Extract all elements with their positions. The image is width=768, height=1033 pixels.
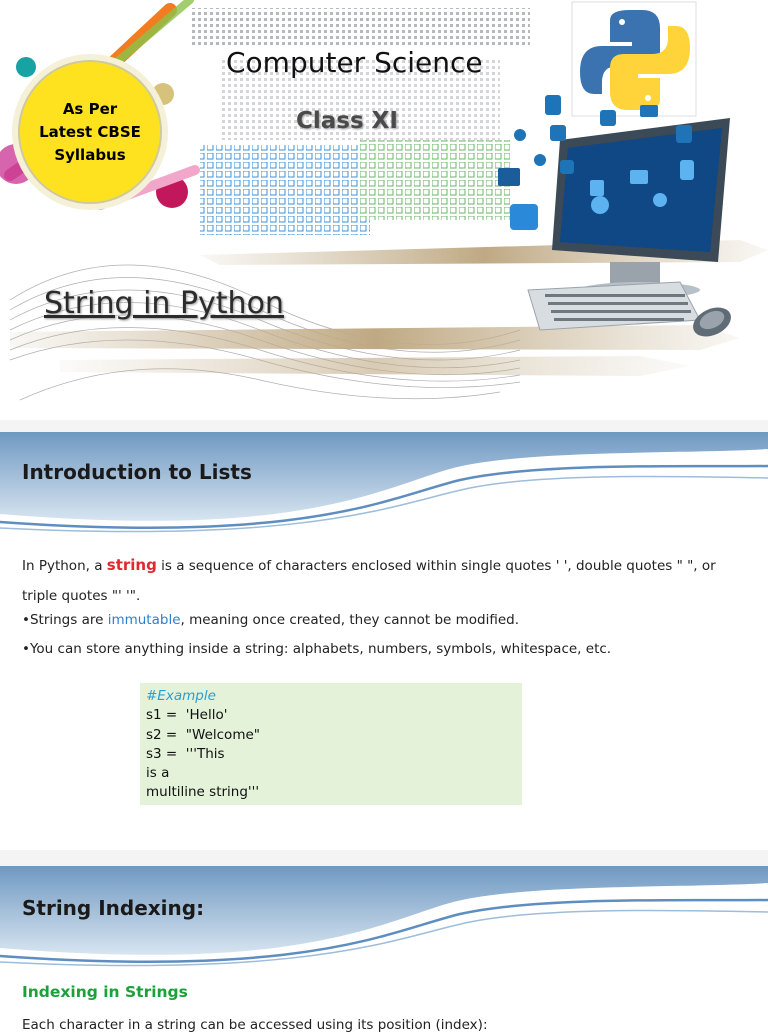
python-logo-icon	[572, 2, 696, 116]
cover-title: Computer Science	[226, 46, 483, 79]
code-line: s2 = "Welcome"	[146, 726, 260, 743]
text-segment: , meaning once created, they cannot be modified.	[180, 612, 520, 628]
pixel-grid-blue	[200, 145, 370, 235]
code-line: s1 = 'Hello'	[146, 707, 228, 724]
topic-title: String in Python	[44, 286, 284, 321]
indexing-subheading: Indexing in Strings	[22, 983, 188, 1001]
code-line: is a	[146, 765, 170, 782]
computer-monitor-icon	[552, 118, 730, 298]
text-segment: is a sequence of characters enclosed within single quotes ' ', double quotes " ", or triple quotes "' '".	[22, 558, 716, 604]
text-segment: In Python, a	[22, 558, 107, 574]
dot-pattern	[190, 8, 530, 48]
slide-gap	[0, 420, 768, 432]
code-line: multiline string'''	[146, 784, 260, 801]
keyword-immutable: immutable	[107, 612, 181, 628]
intro-slide	[0, 432, 768, 850]
keyword-string: string	[106, 556, 157, 574]
badge-text: As Per Latest CBSE Syllabus	[39, 99, 141, 164]
intro-bullet-1	[22, 612, 752, 628]
slide-gap	[0, 850, 768, 866]
cover-slide	[0, 0, 768, 420]
indexing-slide	[0, 866, 768, 1033]
code-line: s3 = '''This	[146, 745, 225, 762]
intro-bullet-2: •You can store anything inside a string: alphabets, numbers, symbols, whitespace, etc.	[22, 641, 612, 657]
intro-paragraph-1	[22, 550, 752, 611]
class-label: Class XI	[296, 108, 398, 134]
intro-heading: Introduction to Lists	[22, 460, 252, 484]
keyboard-icon	[528, 282, 700, 330]
code-comment: #Example	[146, 688, 216, 704]
indexing-heading: String Indexing:	[22, 896, 205, 920]
text-segment: •Strings are	[22, 612, 108, 628]
pixel-grid-green	[360, 140, 510, 220]
indexing-paragraph: Each character in a string can be accessed using its position (index):	[22, 1017, 488, 1033]
code-example-box	[140, 683, 522, 805]
syllabus-badge	[18, 60, 162, 204]
